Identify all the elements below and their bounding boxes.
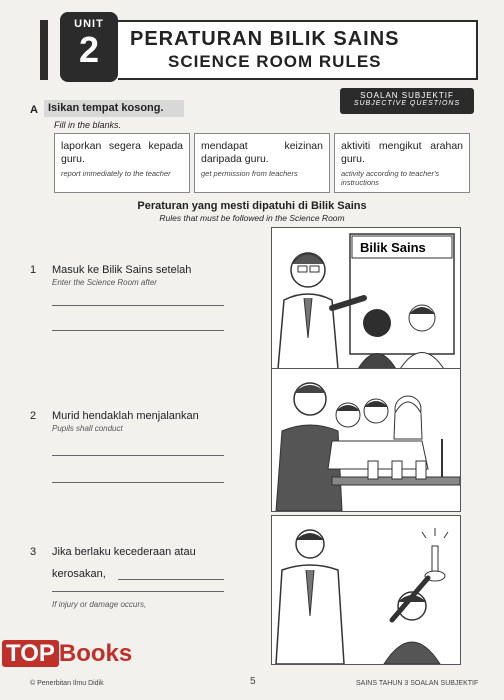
question-number: 1 xyxy=(30,264,37,276)
injury-damage-drawing xyxy=(272,516,460,664)
answer-line[interactable] xyxy=(52,330,224,331)
option-malay: laporkan segera kepada guru. xyxy=(61,140,183,165)
series-title: SAINS TAHUN 3 SOALAN SUBJEKTIF xyxy=(356,680,479,687)
illustration-injury-or-damage xyxy=(271,515,461,665)
question-malay: Masuk ke Bilik Sains setelah xyxy=(52,264,192,276)
page-number: 5 xyxy=(250,676,256,687)
answer-line[interactable] xyxy=(52,305,224,306)
answer-line[interactable] xyxy=(52,591,224,592)
question-english: Pupils shall conduct xyxy=(52,424,123,433)
answer-line[interactable] xyxy=(52,455,224,456)
section-letter: A xyxy=(30,104,38,116)
badge-malay: SOALAN SUBJEKTIF xyxy=(360,91,454,100)
option-box-2 xyxy=(194,133,330,193)
option-malay: aktiviti mengikut arahan guru. xyxy=(341,140,463,165)
badge-english: SUBJECTIVE QUESTIONS xyxy=(353,100,461,107)
question-2 xyxy=(30,410,199,433)
option-english: get permission from teachers xyxy=(201,169,298,178)
sign-text: Bilik Sains xyxy=(360,240,426,255)
title-english: SCIENCE ROOM RULES xyxy=(168,52,382,71)
question-english: If injury or damage occurs, xyxy=(52,600,147,609)
question-1 xyxy=(30,264,191,287)
header-side-bar xyxy=(40,20,48,80)
question-3-line2 xyxy=(52,568,106,580)
answer-line[interactable] xyxy=(118,579,224,580)
conducting-activity-drawing xyxy=(272,369,460,511)
question-english: Enter the Science Room after xyxy=(52,278,157,287)
question-3 xyxy=(30,546,196,558)
question-3-english xyxy=(52,600,146,609)
option-box-3 xyxy=(334,133,470,193)
rules-heading xyxy=(0,200,504,223)
illustration-entering-science-room xyxy=(271,227,461,370)
logo-books: Books xyxy=(58,640,133,667)
question-malay-continued: kerosakan, xyxy=(52,568,106,580)
illustration-conducting-activity xyxy=(271,368,461,512)
answer-line[interactable] xyxy=(52,482,224,483)
unit-label: UNIT xyxy=(74,18,104,30)
section-instruction: Isikan tempat kosong. xyxy=(48,102,164,114)
title-malay: PERATURAN BILIK SAINS xyxy=(130,28,400,50)
question-number: 2 xyxy=(30,410,37,422)
topbooks-logo xyxy=(2,640,132,676)
option-english: activity according to teacher's instructions xyxy=(341,169,440,187)
copyright-text: © Penerbitan Ilmu Didik xyxy=(30,680,104,687)
question-malay: Jika berlaku kecederaan atau xyxy=(52,546,196,558)
unit-badge xyxy=(60,12,118,82)
subjective-questions-badge xyxy=(340,88,474,114)
entering-room-drawing xyxy=(272,228,460,369)
rules-heading-malay: Peraturan yang mesti dipatuhi di Bilik Sains xyxy=(137,200,367,212)
section-instruction-box xyxy=(44,100,184,117)
section-instruction-english: Fill in the blanks. xyxy=(54,120,122,130)
rules-heading-english: Rules that must be followed in the Science Room xyxy=(159,213,345,223)
question-malay: Murid hendaklah menjalankan xyxy=(52,410,199,422)
unit-number: 2 xyxy=(78,29,100,70)
logo-top: TOP xyxy=(2,640,59,667)
question-number: 3 xyxy=(30,546,37,558)
title-banner xyxy=(118,20,478,80)
option-english: report immediately to the teacher xyxy=(61,169,171,178)
option-box-1 xyxy=(54,133,190,193)
option-malay: mendapat keizinan daripada guru. xyxy=(201,140,323,165)
